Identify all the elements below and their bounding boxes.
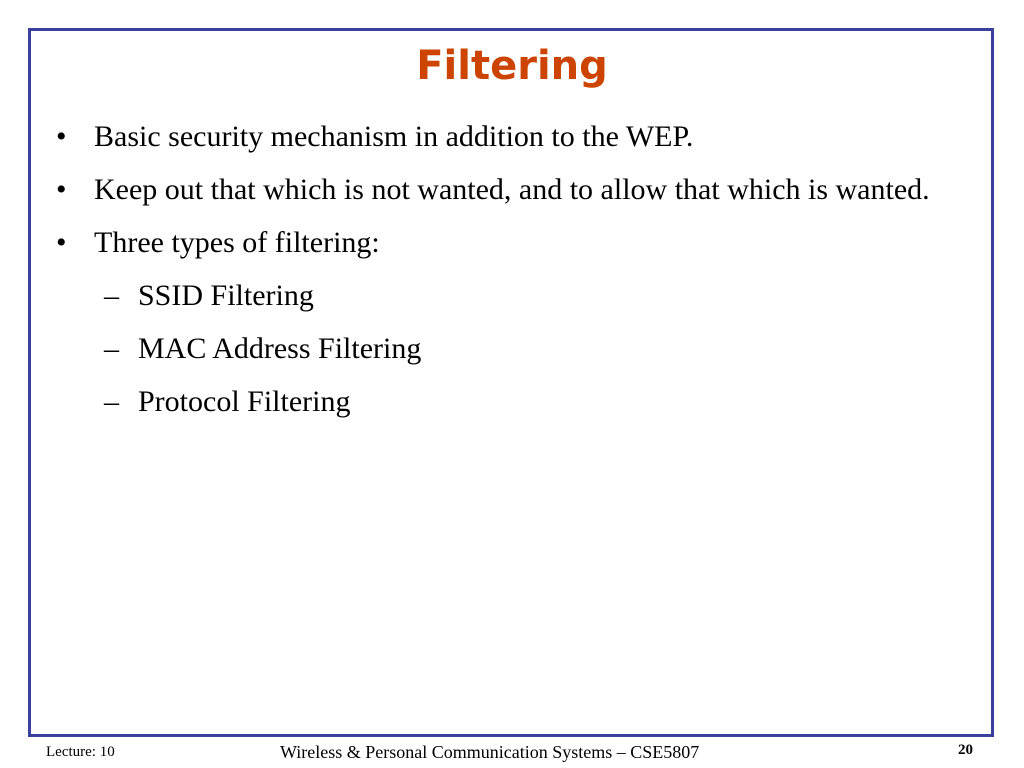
bullet-text: Basic security mechanism in addition to the WEP. bbox=[94, 120, 694, 153]
slide-content bbox=[56, 116, 956, 434]
sub-bullet-marker: – bbox=[104, 279, 119, 312]
bullet-item bbox=[56, 116, 956, 158]
bullet-marker: • bbox=[56, 120, 67, 153]
sub-bullet-marker: – bbox=[104, 332, 119, 365]
slide-title: Filtering bbox=[416, 43, 608, 89]
sub-bullet-marker: – bbox=[104, 385, 119, 418]
bullet-text: Three types of filtering: bbox=[94, 226, 380, 259]
bullet-item bbox=[56, 222, 956, 264]
sub-bullet-item bbox=[56, 381, 956, 423]
bullet-item bbox=[56, 169, 956, 211]
footer-course-title: Wireless & Personal Communication Systems – CSE5807 bbox=[280, 742, 700, 762]
footer-lecture: Lecture: 10 bbox=[46, 744, 115, 760]
bullet-text: Keep out that which is not wanted, and to allow that which is wanted. bbox=[94, 173, 930, 206]
bullet-marker: • bbox=[56, 226, 67, 259]
footer-page-number: 20 bbox=[958, 742, 973, 758]
sub-bullet-text: MAC Address Filtering bbox=[138, 332, 422, 365]
sub-bullet-item bbox=[56, 275, 956, 317]
bullet-marker: • bbox=[56, 173, 67, 206]
sub-bullet-text: SSID Filtering bbox=[138, 279, 314, 312]
sub-bullet-text: Protocol Filtering bbox=[138, 385, 351, 418]
sub-bullet-item bbox=[56, 328, 956, 370]
